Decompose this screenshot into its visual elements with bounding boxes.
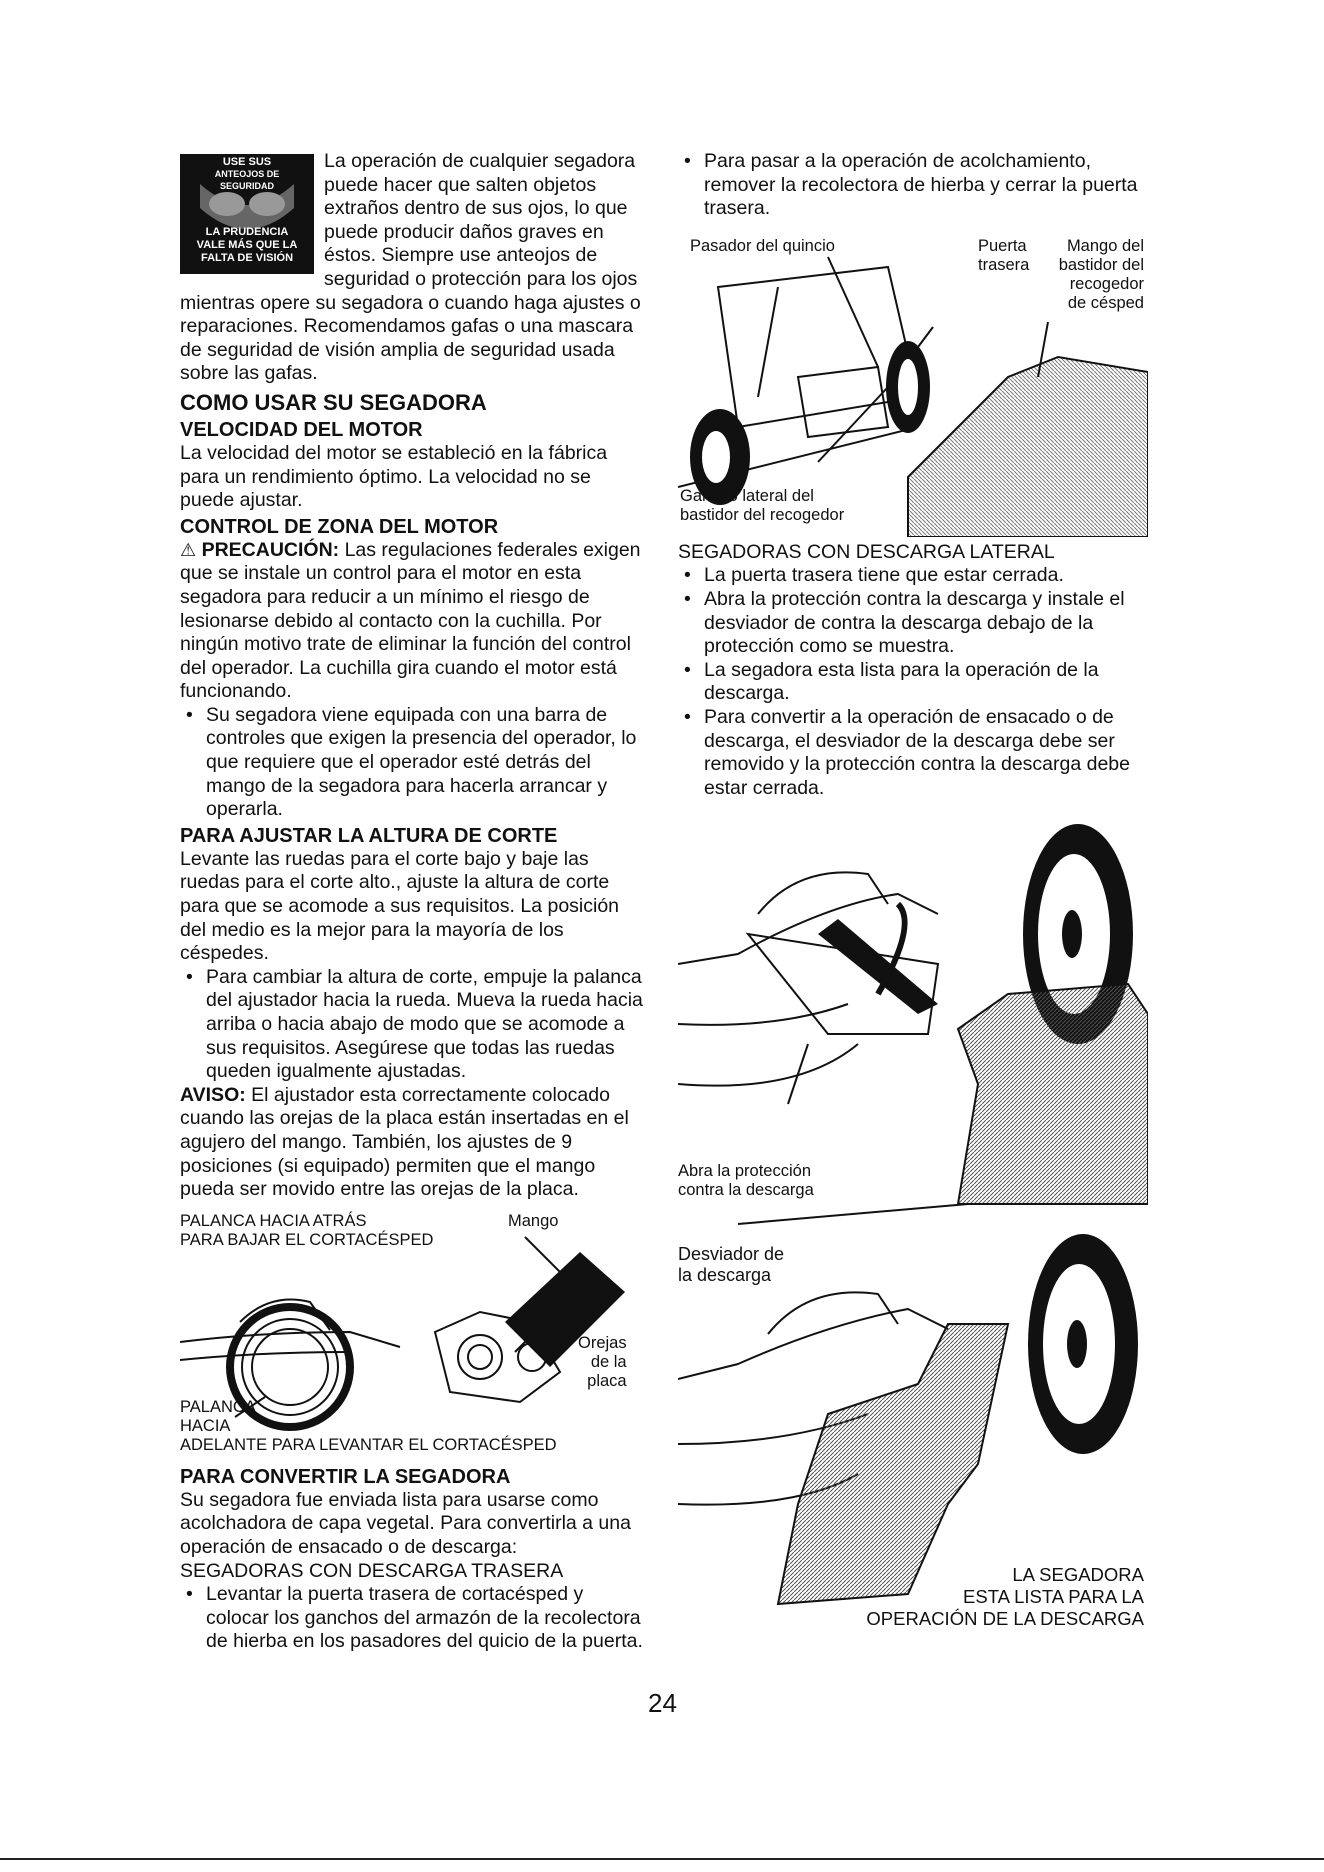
label-palanca-adelante-1: PALANCA	[180, 1397, 256, 1416]
heading-como-usar: COMO USAR SU SEGADORA	[180, 389, 487, 415]
label-segadora-lista	[788, 1564, 1144, 1630]
aviso-paragraph	[180, 1084, 650, 1202]
label-puerta-2: trasera	[978, 255, 1030, 274]
badge-line6: FALTA DE VISIÓN	[200, 252, 294, 264]
label-desviador-2: la descarga	[678, 1265, 772, 1286]
height-adjuster-figure	[180, 1212, 650, 1457]
label-puerta-1: Puerta	[978, 236, 1027, 255]
bullet-altura: • Para cambiar la altura de corte, empuje la palanca del ajustador hacia la rueda. Mueva la rueda hacia arriba o hacia abajo de modo que se acomode a sus requisitos. Asegúrese que todas las ruedas queden igualmente ajustadas.	[180, 966, 650, 1084]
velocidad-paragraph: La velocidad del motor se estableció en la fábrica para un rendimiento óptimo. La velocidad no se puede ajustar.	[180, 441, 608, 512]
label-gancho	[680, 487, 844, 525]
label-mango-bastidor-4: de césped	[1067, 293, 1144, 312]
label-lista-2: ESTA LISTA PARA LA	[963, 1586, 1144, 1608]
heading-altura: PARA AJUSTAR LA ALTURA DE CORTE	[180, 824, 558, 847]
altura-paragraph: Levante las ruedas para el corte bajo y baje las ruedas para el corte alto., ajuste la altura de corte para que se acomode a sus requisitos. La posición del medio es la mejor para la mayoría de los céspedes.	[180, 847, 620, 965]
label-pasador: Pasador del quincio	[690, 236, 835, 255]
page-number: 24	[648, 1688, 677, 1718]
label-abra-1: Abra la protección	[678, 1162, 811, 1181]
label-puerta	[978, 237, 1029, 275]
label-orejas	[578, 1334, 627, 1391]
label-gancho-1: Gancho lateral del	[680, 486, 814, 505]
convertir-paragraph: Su segadora fue enviada lista para usarse como acolchadora de capa vegetal. Para convertirla a una operación de ensacado o de descarga:	[180, 1488, 631, 1558]
label-palanca-adelante	[180, 1398, 557, 1455]
badge-line5: VALE MÁS QUE LA	[196, 239, 298, 251]
label-mango-bastidor-2: bastidor del	[1058, 255, 1144, 274]
bullet-lateral-3: • La segadora esta lista para la operación de la descarga.	[678, 659, 1148, 706]
label-palanca-atras	[180, 1212, 433, 1250]
bullet-lateral-2: • Abra la protección contra la descarga y instale el desviador de contra la descarga debajo de la protección como se muestra.	[678, 588, 1148, 659]
label-desviador	[678, 1244, 784, 1286]
label-lista-1: LA SEGADORA	[1012, 1564, 1144, 1586]
discharge-deflector-illustration	[678, 804, 1148, 1644]
bullet-lateral-1: • La puerta trasera tiene que estar cerrada.	[678, 564, 1148, 588]
label-mango-bastidor-3: recogedor	[1069, 274, 1144, 293]
aviso-text: El ajustador esta correctamente colocado cuando las orejas de la placa están insertadas en el agujero del mango. También, los ajustes de 9 posiciones (si equipado) permiten que el mango pueda ser movido entre las orejas de la placa.	[180, 1083, 629, 1201]
label-mango: Mango	[508, 1211, 559, 1230]
bullet-acolchamiento: • Para pasar a la operación de acolchamiento, remover la recolectora de hierba y cerrar la puerta trasera.	[678, 150, 1148, 221]
label-abra-proteccion	[678, 1162, 814, 1200]
heading-descarga-trasera: SEGADORAS CON DESCARGA TRASERA	[180, 1559, 564, 1582]
heading-control-zona: CONTROL DE ZONA DEL MOTOR	[180, 515, 499, 538]
label-mango-bastidor	[1028, 237, 1144, 313]
heading-convertir: PARA CONVERTIR LA SEGADORA	[180, 1465, 511, 1488]
precaucion-paragraph	[180, 539, 650, 704]
heading-descarga-lateral: SEGADORAS CON DESCARGA LATERAL	[678, 540, 1055, 563]
badge-line2: ANTEOJOS DE	[214, 169, 280, 179]
page-bottom-rule	[0, 1858, 1324, 1860]
left-column	[180, 150, 650, 1654]
badge-line1: USE SUS	[222, 156, 272, 168]
warning-icon: ⚠	[180, 539, 197, 560]
precaucion-label: PRECAUCIÓN:	[201, 538, 340, 561]
aviso-label: AVISO:	[180, 1083, 246, 1106]
badge-line3: SEGURIDAD	[219, 181, 274, 191]
label-palanca-atras-1: PALANCA HACIA ATRÁS	[180, 1211, 367, 1230]
discharge-deflector-figure	[678, 804, 1148, 1644]
label-palanca-adelante-3: ADELANTE PARA LEVANTAR EL CORTACÉSPED	[180, 1435, 557, 1454]
label-desviador-1: Desviador de	[678, 1244, 785, 1265]
intro-paragraph: La operación de cualquier segadora puede hacer que salten objetos extraños dentro de sus ojos, lo que puede producir daños graves en éstos. Siempre use anteojos de seguridad o protección para los ojos mientras opere su segadora o cuando haga ajustes o reparaciones. Recomendamos gafas o una mascara de seguridad de visión amplia de seguridad usada sobre las gafas.	[180, 150, 641, 385]
bullet-control: • Su segadora viene equipada con una barra de controles que exigen la presencia del operador, lo que requiere que el operador esté detrás del mango de la segadora para hacerla arrancar y operarla.	[180, 704, 650, 822]
badge-line4: LA PRUDENCIA	[205, 226, 289, 238]
safety-glasses-badge	[180, 154, 314, 274]
label-orejas-2: de la	[590, 1352, 627, 1371]
precaucion-text: Las regulaciones federales exigen que se instale un control para el motor en esta segadora para reducir a un mínimo el riesgo de lesionarse debido al contacto con la cuchilla. Por ningún motivo trate de eliminar la función del control del operador. La cuchilla gira cuando el motor está funcionando.	[180, 538, 641, 703]
bullet-lateral-4: • Para convertir a la operación de ensacado o de descarga, el desviador de la descarga debe ser removido y la protección contra la descarga debe estar cerrada.	[678, 706, 1148, 800]
label-gancho-2: bastidor del recogedor	[680, 505, 845, 524]
right-column	[678, 150, 1148, 1644]
label-orejas-3: placa	[587, 1371, 627, 1390]
label-orejas-1: Orejas	[578, 1333, 627, 1352]
grass-catcher-figure	[678, 227, 1148, 537]
label-palanca-atras-2: PARA BAJAR EL CORTACÉSPED	[180, 1230, 434, 1249]
bullet-trasera: • Levantar la puerta trasera de cortacésped y colocar los ganchos del armazón de la recolectora de hierba en los pasadores del quicio de la puerta.	[180, 1583, 650, 1654]
label-abra-2: contra la descarga	[678, 1181, 814, 1200]
label-lista-3: OPERACIÓN DE LA DESCARGA	[866, 1608, 1144, 1630]
label-palanca-adelante-2: HACIA	[180, 1416, 231, 1435]
heading-velocidad: VELOCIDAD DEL MOTOR	[180, 418, 423, 441]
label-mango-bastidor-1: Mango del	[1066, 236, 1144, 255]
